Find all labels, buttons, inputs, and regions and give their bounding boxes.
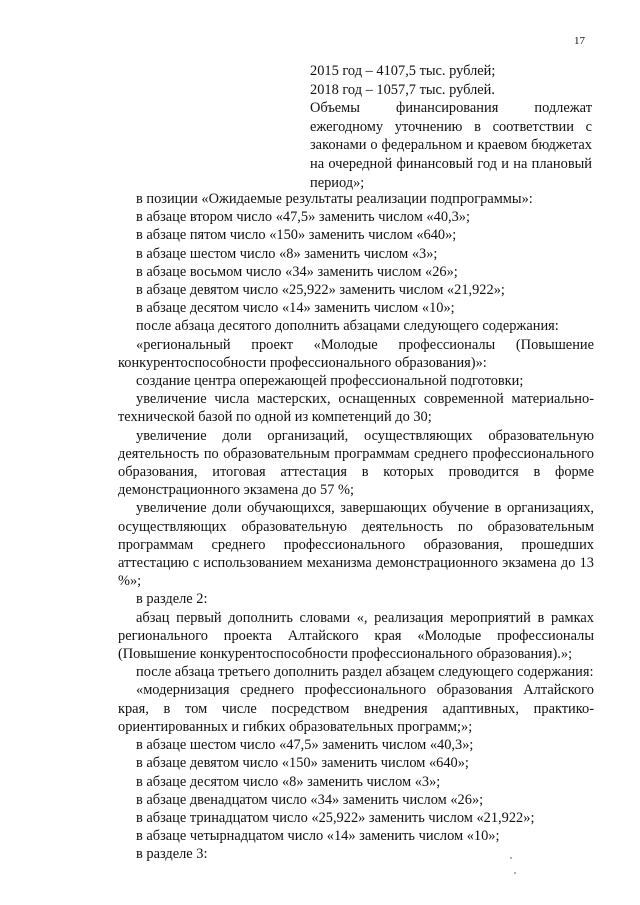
paragraph: в абзаце десятом число «8» заменить числом «3»; [136, 773, 441, 790]
funding-line-2018: 2018 год – 1057,7 тыс. рублей. [310, 81, 495, 98]
paragraph: в абзаце втором число «47,5» заменить числом «40,3»; [136, 209, 471, 226]
scan-speck-marks [500, 852, 530, 882]
paragraph: «региональный проект «Молодые профессионалы (Повышение конкурентоспособности профессионального образования)»: [118, 336, 594, 371]
page-number: 17 [574, 35, 585, 47]
paragraph: абзац первый дополнить словами «, реализация мероприятий в рамках регионального проекта Алтайского края «Молодые профессионалы (Повышение конкурентоспособности профессионального образования).»; [118, 609, 594, 663]
paragraph: после абзаца третьего дополнить раздел абзацем следующего содержания: [136, 664, 594, 681]
paragraph: в абзаце двенадцатом число «34» заменить числом «26»; [136, 791, 484, 808]
paragraph: увеличение доли обучающихся, завершающих обучение в организациях, осуществляющих образовательную деятельность по образовательным программам среднего профессионального образования, прошедших аттестацию с использованием механизма демонстрационного экзамена до 13 %»; [118, 500, 594, 590]
amendment-text [118, 190, 594, 864]
paragraph: в позиции «Ожидаемые результаты реализации подпрограммы»: [136, 191, 533, 207]
paragraph: в абзаце восьмом число «34» заменить числом «26»; [136, 263, 458, 280]
table-continuation [310, 62, 592, 192]
funding-note: Объемы финансирования подлежат ежегодному уточнению в соответствии с законами о федеральном и краевом бюджетах на очередной финансовый год и на плановый период»; [310, 100, 592, 191]
paragraph: в абзаце девятом число «150» заменить числом «640»; [136, 755, 469, 772]
paragraph: создание центра опережающей профессиональной подготовки; [136, 373, 524, 390]
paragraph: в абзаце десятом число «14» заменить числом «10»; [136, 300, 455, 317]
paragraph: в абзаце пятом число «150» заменить числом «640»; [136, 227, 457, 244]
paragraph: в разделе 2: [136, 591, 208, 608]
funding-line-2015: 2015 год – 4107,5 тыс. рублей; [310, 63, 496, 79]
paragraph: в абзаце шестом число «8» заменить числом «3»; [136, 245, 438, 262]
paragraph: в абзаце шестом число «47,5» заменить числом «40,3»; [136, 737, 474, 754]
paragraph: «модернизация среднего профессионального образования Алтайского края, в том числе посредством внедрения адаптивных, практико-ориентированных и гибких образовательных программ;»; [118, 682, 594, 735]
paragraph: увеличение числа мастерских, оснащенных современной материально-технической базой по одной из компетенций до 30; [118, 391, 594, 426]
paragraph: увеличение доли организаций, осуществляющих образовательную деятельность по образовательным программам среднего профессионального образования, итоговая аттестация в которых проводится в форме демонстрационного экзамена до 57 %; [118, 427, 594, 499]
paragraph: в разделе 3: [136, 846, 208, 863]
paragraph: в абзаце тринадцатом число «25,922» заменить числом «21,922»; [136, 809, 535, 826]
paragraph: в абзаце девятом число «25,922» заменить числом «21,922»; [136, 282, 505, 299]
paragraph: в абзаце четырнадцатом число «14» заменить числом «10»; [136, 828, 500, 845]
paragraph: после абзаца десятого дополнить абзацами следующего содержания: [136, 318, 559, 335]
